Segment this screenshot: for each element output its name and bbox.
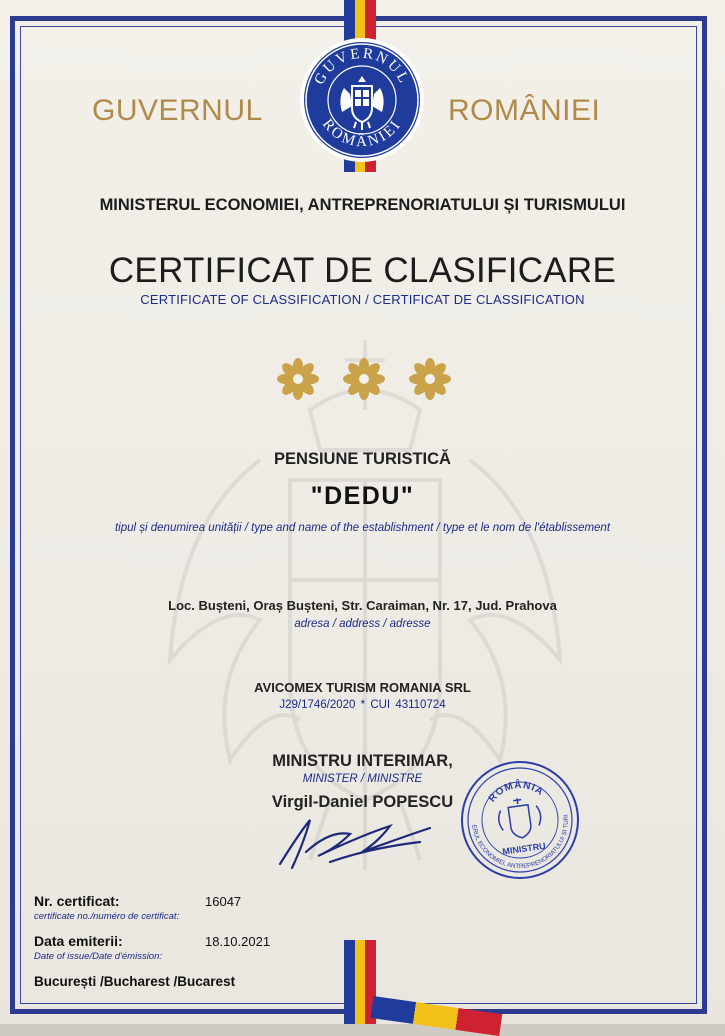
issue-date-value: 18.10.2021 <box>205 934 271 949</box>
issue-date-label: Data emiterii: <box>34 933 123 949</box>
flower-icon <box>343 358 385 400</box>
stamp-top-text: ROMÂNIA <box>486 779 546 805</box>
certificate-number-value: 16047 <box>205 894 242 909</box>
certificate-subtitle: CERTIFICATE OF CLASSIFICATION / CERTIFICAT DE CLASSIFICATION <box>140 292 585 307</box>
company-registration: J29/1746/2020 * CUI 43110724 <box>279 699 446 711</box>
seal-top-text: GUVERNUL <box>311 45 413 88</box>
address-value: Loc. Bușteni, Oraș Bușteni, Str. Caraiman, Nr. 17, Jud. Prahova <box>168 598 557 613</box>
establishment-name: "DEDU" <box>310 482 415 510</box>
flower-icon <box>409 358 451 400</box>
issue-date-caption: Date of issue/Date d'émission: <box>34 951 163 962</box>
stamp-center-text: MINISTRU <box>501 840 547 857</box>
issue-place: București /Bucharest /Bucarest <box>34 974 236 989</box>
seal-bottom-text: ROMÂNIEI <box>318 116 405 151</box>
minister-name: Virgil-Daniel POPESCU <box>271 793 454 811</box>
stamp-eagle-icon <box>496 795 543 840</box>
ministry-name: MINISTERUL ECONOMIEI, ANTREPRENORIATULUI ȘI TURISMULUI <box>99 196 626 214</box>
certificate-title: CERTIFICAT DE CLASIFICARE <box>108 251 617 290</box>
ministry-stamp <box>458 758 582 882</box>
address-caption: adresa / address / adresse <box>294 618 431 630</box>
establishment-caption: tipul și denumirea unității / type and name of the establishment / type et le nom de l'établissement <box>114 522 611 534</box>
header-right-text: ROMÂNIEI <box>448 94 601 127</box>
handwritten-signature <box>270 812 440 874</box>
certificate-number-caption: certificate no./numéro de certificat: <box>34 911 180 922</box>
header-left-text: GUVERNUL <box>92 94 263 127</box>
establishment-type: PENSIUNE TURISTICĂ <box>274 450 451 468</box>
certificate-number-label: Nr. certificat: <box>34 893 120 909</box>
minister-caption: MINISTER / MINISTRE <box>302 773 423 785</box>
government-seal-icon <box>298 36 426 164</box>
company-name: AVICOMEX TURISM ROMANIA SRL <box>254 680 471 695</box>
flower-icon <box>277 358 319 400</box>
stamp-ring-text: MINISTERUL ECONOMIEI, ANTREPRENORIATULUI ȘI TURISMULUI <box>470 813 571 871</box>
minister-role: MINISTRU INTERIMAR, <box>272 752 453 770</box>
classification-flowers <box>270 354 460 404</box>
